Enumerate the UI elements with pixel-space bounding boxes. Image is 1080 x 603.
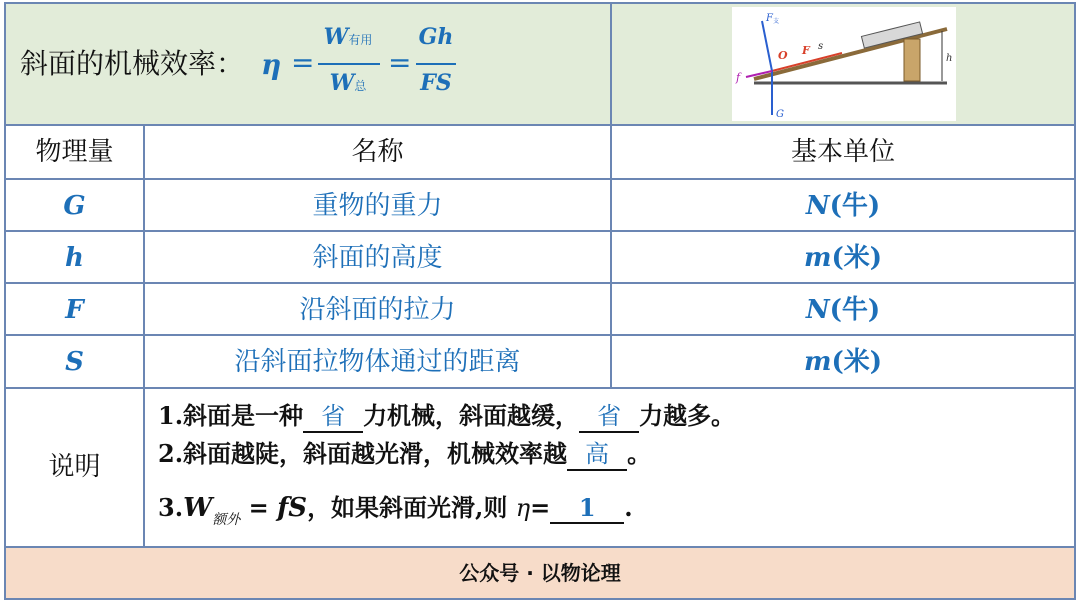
fraction-line: [416, 63, 456, 65]
row-name: 沿斜面拉物体通过的距离: [234, 347, 521, 377]
denominator-fs: FS: [420, 70, 452, 96]
row-unit: [612, 284, 1074, 336]
note3-w-sub: 额外: [212, 512, 241, 528]
label-o: O: [778, 49, 788, 62]
note2-b: 。: [627, 439, 652, 468]
note2-blank: 高: [567, 434, 627, 471]
label-fn-sub: 支: [773, 18, 780, 25]
row-name: 斜面的高度: [312, 243, 443, 273]
note1-a: 1.斜面是一种: [158, 401, 304, 430]
label-s: s: [818, 41, 824, 52]
footer-watermark: 公众号 · 以物论理: [6, 548, 1074, 598]
row-unit: [612, 232, 1074, 284]
title-label: 斜面的机械效率：: [20, 47, 245, 80]
unit-symbol: m: [803, 347, 832, 377]
support-block: [904, 39, 920, 81]
header-name: 名称: [351, 137, 404, 167]
denominator-sub: 总: [354, 79, 367, 93]
note3-c: =: [530, 493, 551, 522]
border-right: [1074, 2, 1076, 600]
note3-w: W: [183, 493, 213, 523]
normal-force-arrow: [762, 21, 772, 71]
eta-symbol: η: [261, 48, 282, 81]
incline-diagram: [732, 7, 956, 121]
label-friction: f: [736, 71, 741, 84]
unit-cn: (米): [831, 347, 883, 377]
fraction-line: [318, 63, 380, 65]
header-unit: 基本单位: [790, 137, 895, 167]
row-symbol: G: [63, 191, 86, 221]
note3-eq: =: [240, 493, 278, 522]
unit-cn: (牛): [829, 191, 881, 221]
note3-a: 3.: [158, 493, 184, 522]
figure-cell: [612, 4, 1074, 124]
unit-cn: (牛): [829, 295, 881, 325]
note-line-3: [158, 488, 633, 528]
row-symbol: S: [65, 347, 84, 377]
note-line-2: [158, 434, 651, 471]
note-line-1: [158, 396, 735, 433]
fraction-work: [318, 24, 378, 50]
header-quantity: 物理量: [35, 137, 114, 167]
numerator-sub: 有用: [348, 33, 373, 47]
note1-blank2: 省: [579, 396, 639, 433]
unit-symbol: N: [805, 191, 830, 221]
label-g: G: [776, 109, 784, 120]
note3-eta: η: [515, 494, 531, 522]
label-fn: F: [766, 13, 773, 24]
label-h: h: [946, 53, 953, 64]
row-name: 重物的重力: [312, 191, 443, 221]
fraction-fs: [414, 70, 458, 96]
row-symbol: h: [65, 243, 84, 273]
unit-symbol: m: [803, 243, 832, 273]
note1-b: 力机械，斜面越缓，: [363, 401, 580, 430]
numerator-gh: Gh: [418, 24, 454, 50]
border-bottom: [4, 598, 1076, 600]
equals-sign: =: [388, 46, 412, 79]
fraction-work-den: [318, 70, 378, 96]
notes-label: 说明: [48, 452, 101, 482]
title-cell: [6, 4, 610, 124]
note3-d: .: [624, 493, 633, 522]
note1-blank1: 省: [303, 396, 363, 433]
denominator-w: W: [329, 70, 355, 96]
row-name: 沿斜面的拉力: [299, 295, 456, 325]
note3-b: ，如果斜面光滑,则: [307, 493, 516, 522]
note3-fs: fS: [277, 493, 308, 523]
unit-symbol: N: [805, 295, 830, 325]
numerator-w: W: [323, 24, 349, 50]
row-symbol: F: [65, 295, 84, 325]
fraction-gh: [414, 24, 458, 50]
note1-c: 力越多。: [639, 401, 736, 430]
note3-blank: 1: [550, 493, 624, 524]
unit-cn: (米): [831, 243, 883, 273]
note2-a: 2.斜面越陡，斜面越光滑，机械效率越: [158, 439, 568, 468]
label-f-arrow: F: [802, 44, 810, 57]
equals-sign: =: [291, 46, 315, 79]
row-unit: [612, 180, 1074, 232]
row-unit: [612, 336, 1074, 388]
